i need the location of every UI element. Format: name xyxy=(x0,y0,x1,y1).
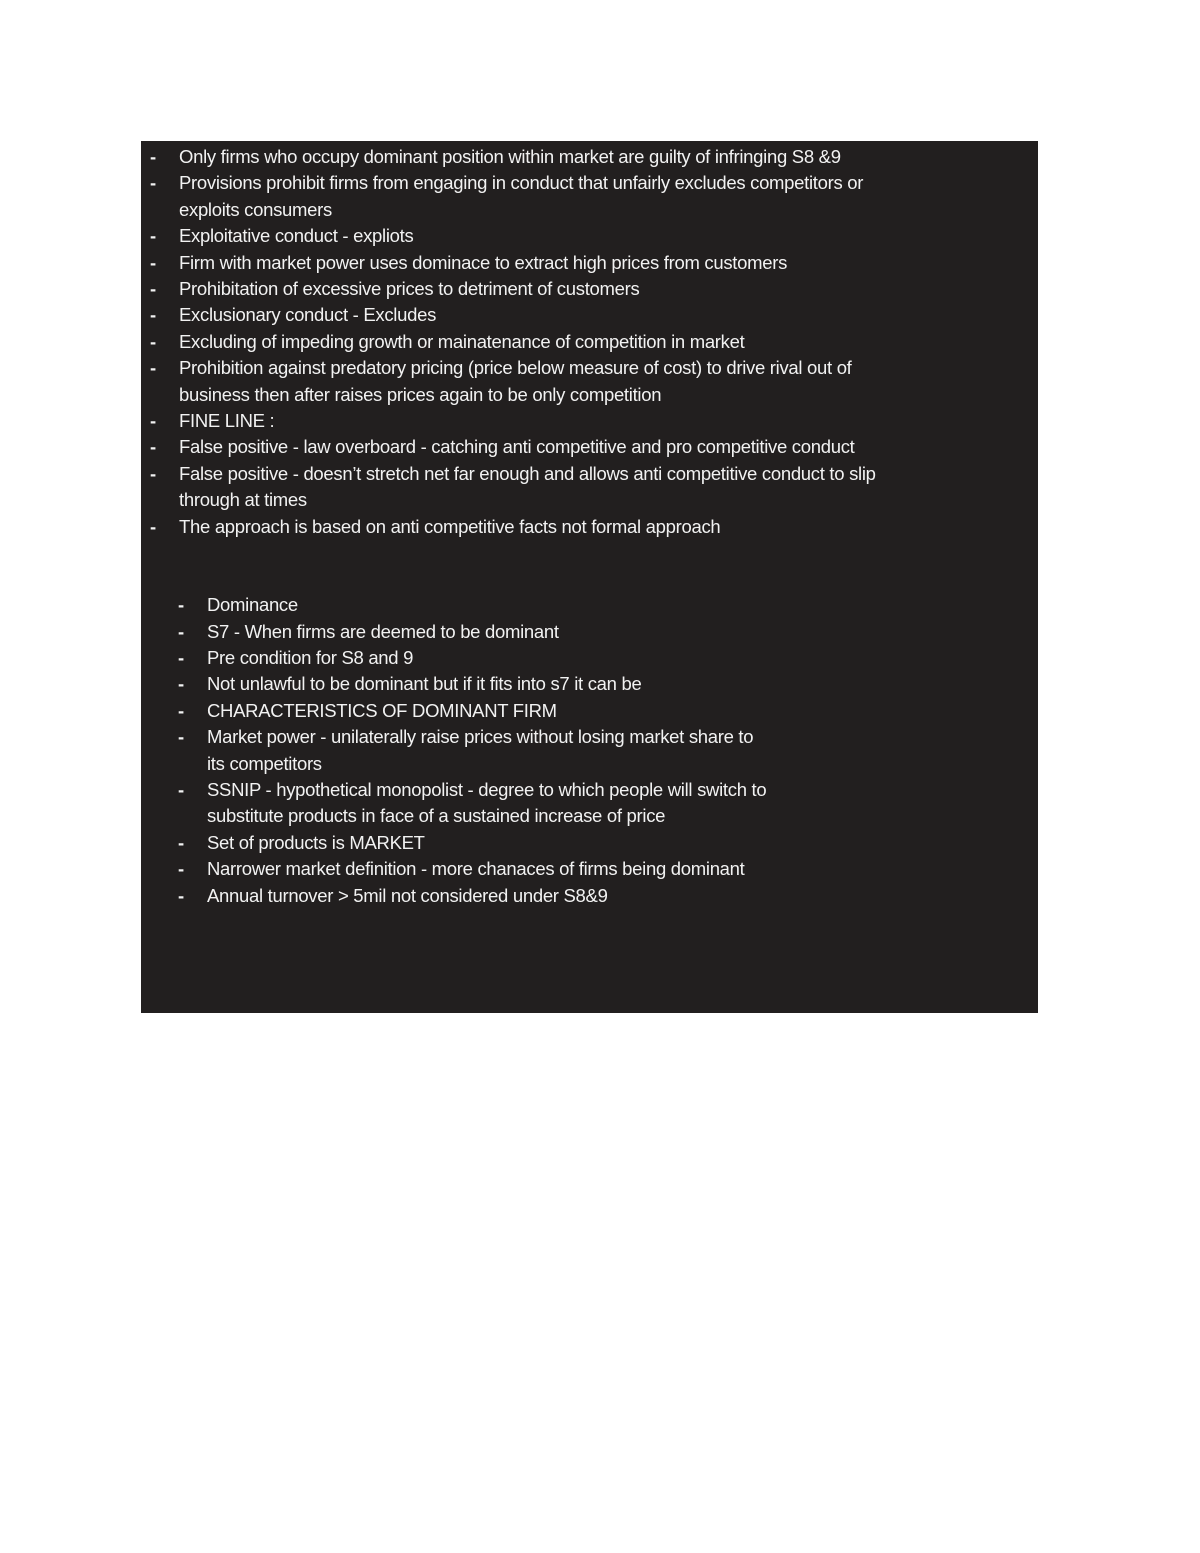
bullet-dash: - xyxy=(150,515,156,537)
list-item-text: Exclusionary conduct - Excludes xyxy=(179,304,437,326)
list-item-text: False positive - doesn’t stretch net far enough and allows anti competitive conduct to slip through at times xyxy=(179,462,876,511)
notes-screenshot xyxy=(141,141,1038,1013)
list-item-text: Prohibition against predatory pricing (price below measure of cost) to drive rival out of business then after raises prices again to be only competition xyxy=(179,357,852,405)
bullet-dash: - xyxy=(150,410,156,432)
list-item xyxy=(141,724,767,777)
list-item-text: FINE LINE : xyxy=(179,410,275,432)
list-item-text: Provisions prohibit firms from engaging in conduct that unfairly excludes competitors or exploits consumers xyxy=(179,172,864,220)
list-item-text: Dominance xyxy=(207,594,298,616)
list-item xyxy=(141,619,767,645)
list-item xyxy=(141,408,879,434)
list-item xyxy=(141,514,879,540)
list-item-text: Set of products is MARKET xyxy=(207,831,425,853)
list-item-text: Exploitative conduct - expliots xyxy=(179,225,414,247)
list-item xyxy=(141,671,767,697)
list-item-text: CHARACTERISTICS OF DOMINANT FIRM xyxy=(207,699,557,721)
bullet-dash: - xyxy=(178,778,184,800)
bullet-dash: - xyxy=(150,436,156,458)
list-item-text: S7 - When firms are deemed to be dominant xyxy=(207,620,559,642)
bullet-dash: - xyxy=(150,225,156,247)
list-item xyxy=(141,856,767,882)
list-item-text: SSNIP - hypothetical monopolist - degree to which people will switch to substitute products in face of a sustained increase of price xyxy=(207,778,767,827)
list-item xyxy=(141,276,879,302)
bullet-dash: - xyxy=(178,884,184,906)
bullet-dash: - xyxy=(178,726,184,748)
list-item-text: The approach is based on anti competitive facts not formal approach xyxy=(179,515,721,537)
bullet-dash: - xyxy=(150,357,156,379)
list-item xyxy=(141,250,879,276)
bullet-dash: - xyxy=(178,673,184,695)
list-item xyxy=(141,170,879,223)
bullet-dash: - xyxy=(178,699,184,721)
list-item-text: Not unlawful to be dominant but if it fits into s7 it can be xyxy=(207,673,642,695)
list-item-text: Annual turnover > 5mil not considered under S8&9 xyxy=(207,884,608,906)
bullet-dash: - xyxy=(178,858,184,880)
list-item xyxy=(141,434,879,460)
list-item xyxy=(141,144,879,170)
bullet-dash: - xyxy=(178,646,184,668)
list-item xyxy=(141,830,767,856)
list-item-text: Market power - unilaterally raise prices without losing market share to its competitors xyxy=(207,726,754,774)
bullet-dash: - xyxy=(150,251,156,273)
list-item-text: Pre condition for S8 and 9 xyxy=(207,646,414,668)
notes-list-conduct xyxy=(141,144,1038,540)
list-item xyxy=(141,777,767,830)
list-item-text: Narrower market definition - more chanaces of firms being dominant xyxy=(207,858,745,880)
list-item xyxy=(141,592,767,618)
list-item xyxy=(141,329,879,355)
list-item-text: Only firms who occupy dominant position within market are guilty of infringing S8 &9 xyxy=(179,146,841,167)
bullet-dash: - xyxy=(150,278,156,300)
list-item-text: Excluding of impeding growth or mainatenance of competition in market xyxy=(179,330,745,352)
list-item xyxy=(141,302,879,328)
list-item xyxy=(141,698,767,724)
bullet-dash: - xyxy=(150,172,156,194)
bullet-dash: - xyxy=(150,146,156,167)
list-item xyxy=(141,645,767,671)
bullet-dash: - xyxy=(178,831,184,853)
bullet-dash: - xyxy=(178,594,184,616)
list-item-text: Firm with market power uses dominace to extract high prices from customers xyxy=(179,251,788,273)
bullet-dash: - xyxy=(150,304,156,326)
bullet-dash: - xyxy=(178,620,184,642)
bullet-dash: - xyxy=(150,462,156,484)
list-item-text: False positive - law overboard - catching anti competitive and pro competitive conduct xyxy=(179,436,855,458)
bullet-dash: - xyxy=(150,330,156,352)
list-item-text: Prohibitation of excessive prices to detriment of customers xyxy=(179,278,640,300)
notes-list-dominance xyxy=(141,592,1038,909)
list-item xyxy=(141,223,879,249)
list-item xyxy=(141,461,879,514)
list-item xyxy=(141,355,879,408)
list-item xyxy=(141,883,767,909)
